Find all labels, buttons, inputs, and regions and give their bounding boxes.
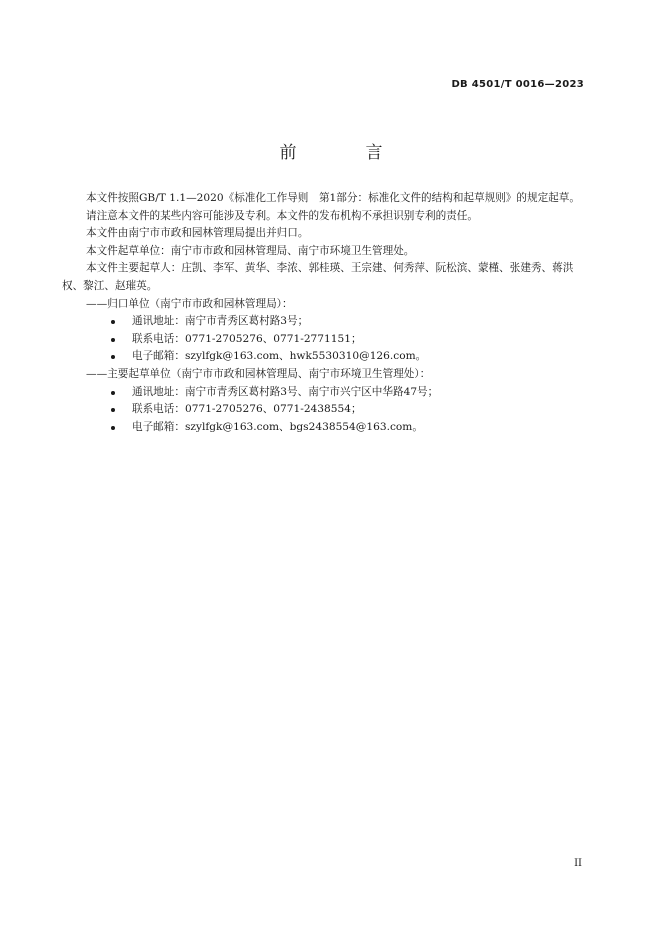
list-item-text: 通讯地址：南宁市青秀区葛村路3号； <box>132 315 309 328</box>
list-item-text: 电子邮箱：szylfgk@163.com、hwk5530310@126.com。 <box>132 350 427 363</box>
list-item <box>62 401 590 419</box>
paragraph-drafting-rules: 本文件按照GB/T 1.1—2020《标准化工作导则 第1部分：标准化文件的结构和起草规则》的规定起草。 <box>86 192 580 204</box>
bullet-icon <box>111 391 115 395</box>
list-item-text: 通讯地址：南宁市青秀区葛村路3号、南宁市兴宁区中华路47号； <box>132 385 439 398</box>
page-number: II <box>574 858 582 869</box>
page-title: 前 言 <box>279 143 409 163</box>
paragraph-drafters: 本文件主要起草人：庄凯、李军、黄华、李浓、郭桂瑛、王宗建、何秀萍、阮松滨、蒙槿、张建秀、蒋洪权、黎江、赵璀英。 <box>62 262 574 292</box>
list-item <box>62 313 590 331</box>
document-id: DB 4501/T 0016—2023 <box>451 79 584 90</box>
bullet-icon <box>111 426 115 430</box>
list-item-text: 电子邮箱：szylfgk@163.com、bgs2438554@163.com。 <box>132 420 423 433</box>
section-heading-responsible-unit: ——归口单位（南宁市市政和园林管理局）： <box>86 297 293 310</box>
list-item-text: 联系电话：0771-2705276、0771-2438554； <box>132 403 362 416</box>
list-item <box>62 419 590 437</box>
list-item <box>62 348 590 366</box>
paragraph-patent-notice: 请注意本文件的某些内容可能涉及专利。本文件的发布机构不承担识别专利的责任。 <box>86 209 478 222</box>
list-item <box>62 331 590 349</box>
paragraph-proposer: 本文件由南宁市市政和园林管理局提出并归口。 <box>86 227 309 240</box>
section-heading-drafting-units: ——主要起草单位（南宁市市政和园林管理局、南宁市环境卫生管理处）： <box>86 367 431 380</box>
paragraph-drafting-units: 本文件起草单位：南宁市市政和园林管理局、南宁市环境卫生管理处。 <box>86 244 415 257</box>
list-item <box>62 384 590 402</box>
bullet-icon <box>111 338 115 342</box>
foreword-body <box>62 190 590 436</box>
list-item-text: 联系电话：0771-2705276、0771-2771151； <box>132 332 362 345</box>
